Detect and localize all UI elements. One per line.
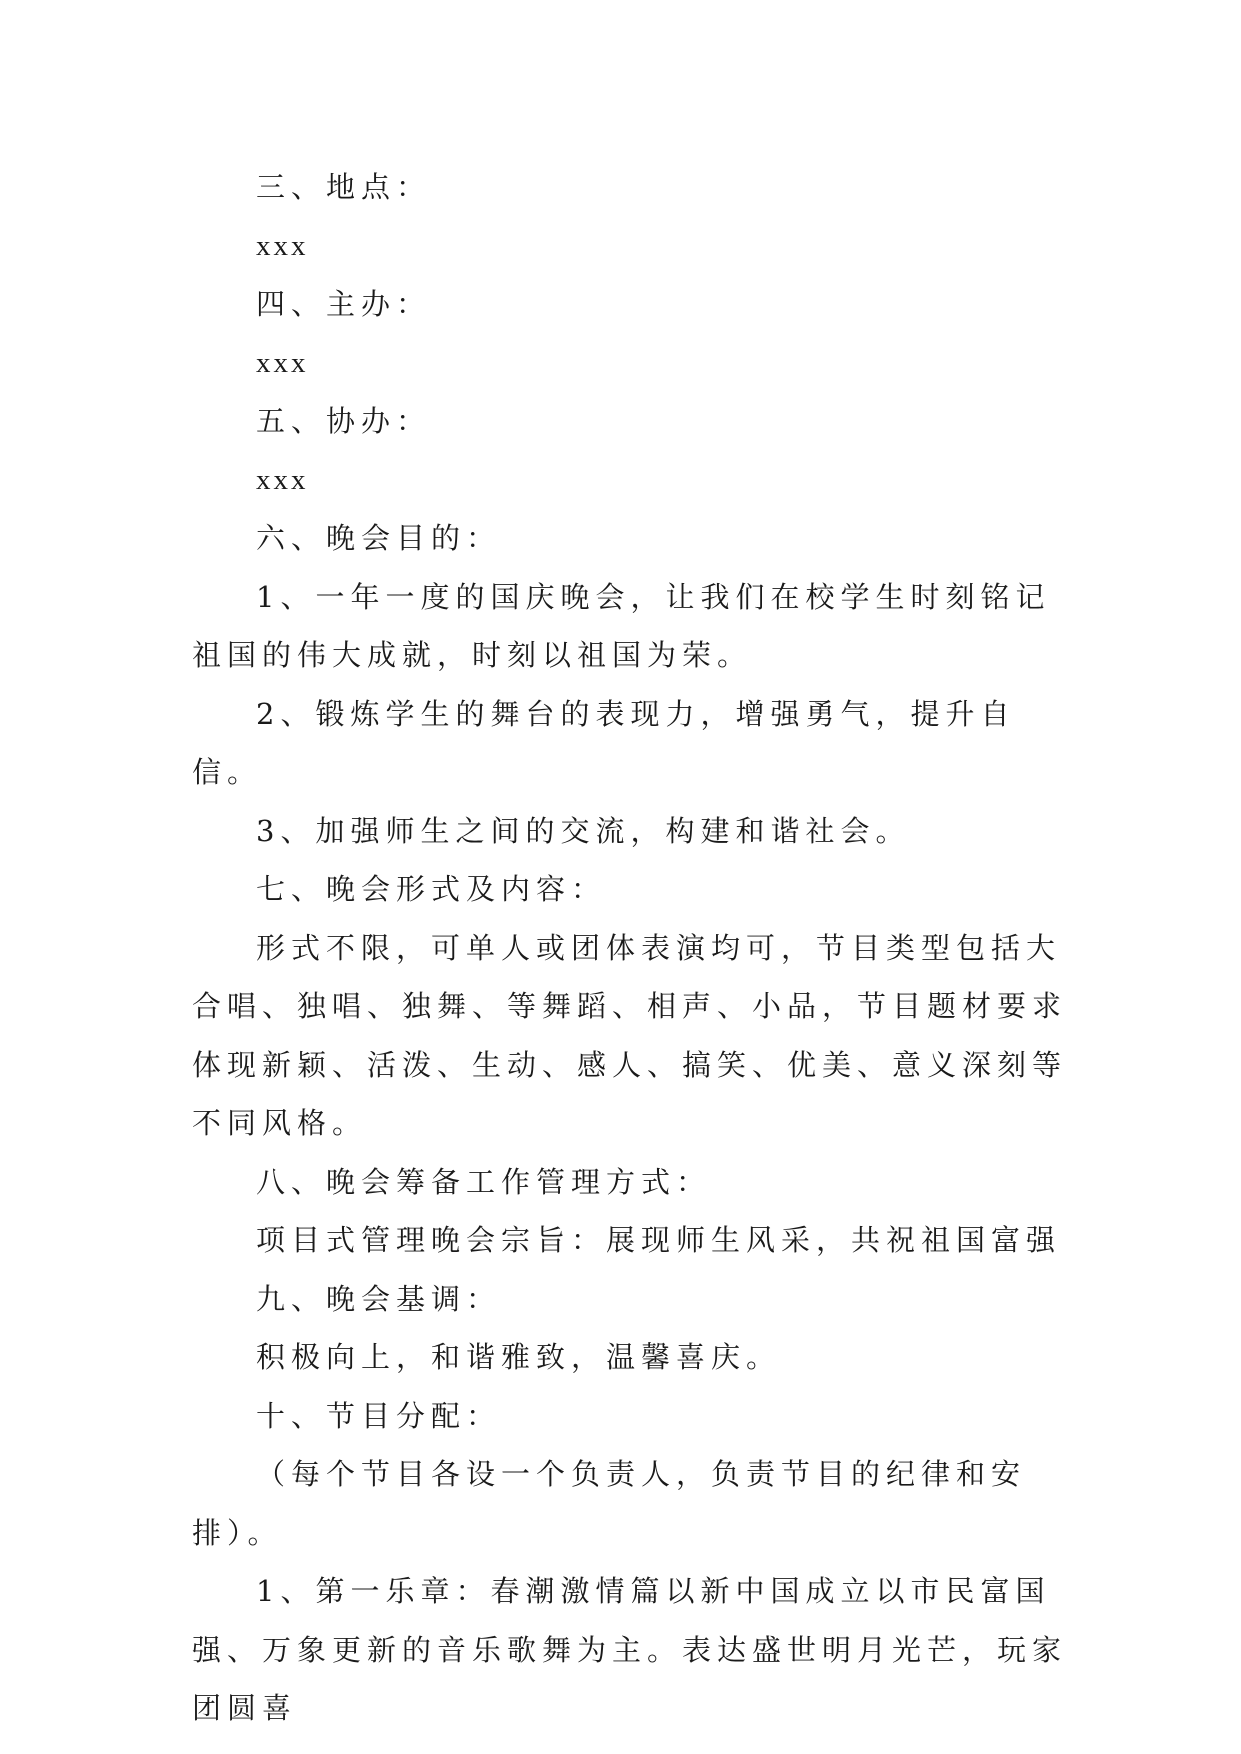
management-paragraph: 项目式管理晚会宗旨：展现师生风采，共祝祖国富强: [256, 1223, 1062, 1257]
format-paragraph: 形式不限，可单人或团体表演均可，节目类型包括大合唱、独唱、独舞、等舞蹈、相声、小品，节目题材要求体现新颖、活泼、生动、感人、搞笑、优美、意义深刻等不同风格。: [192, 930, 1068, 1140]
location-value: xxx: [256, 229, 309, 262]
tone-paragraph: 积极向上，和谐雅致，温馨喜庆。: [256, 1340, 782, 1374]
purpose-item-3: 3、加强师生之间的交流，构建和谐社会。: [256, 813, 911, 848]
document-body: [192, 158, 1072, 1738]
host-value: xxx: [256, 346, 309, 379]
purpose-item-2: 2、锻炼学生的舞台的表现力，增强勇气，提升自信。: [192, 696, 1016, 789]
allocation-item-1: 1、第一乐章：春潮激情篇以新中国成立以市民富国强、万象更新的音乐歌舞为主。表达盛世明月光芒，玩家团圆喜: [192, 1574, 1068, 1725]
heading-location: 三、地点：: [256, 170, 432, 204]
heading-co-host: 五、协办：: [256, 404, 432, 438]
heading-format: 七、晚会形式及内容：: [256, 872, 607, 906]
heading-management: 八、晚会筹备工作管理方式：: [256, 1164, 712, 1199]
heading-tone: 九、晚会基调：: [256, 1281, 502, 1316]
co-host-value: xxx: [256, 463, 309, 496]
allocation-note: （每个节目各设一个负责人，负责节目的纪律和安排）。: [192, 1457, 1027, 1550]
heading-allocation: 十、节目分配：: [256, 1398, 502, 1433]
purpose-item-1: 1、一年一度的国庆晚会，让我们在校学生时刻铭记祖国的伟大成就，时刻以祖国为荣。: [192, 579, 1051, 672]
heading-host: 四、主办：: [256, 287, 432, 321]
heading-purpose: 六、晚会目的：: [256, 521, 502, 555]
